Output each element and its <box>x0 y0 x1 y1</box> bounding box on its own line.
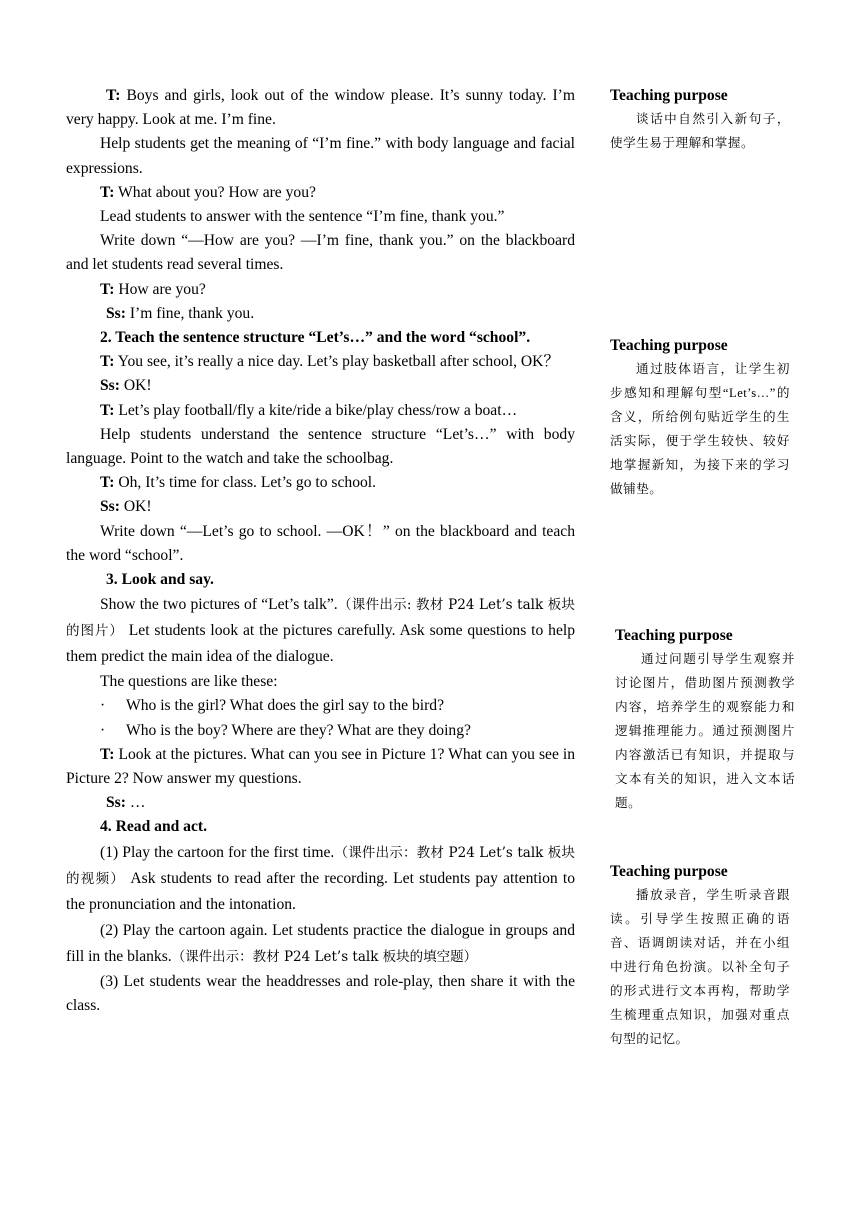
list-item: · Who is the boy? Where are they? What are they doing? <box>100 721 471 739</box>
list-item: · Who is the girl? What does the girl say to the bird? <box>100 697 445 715</box>
paragraph: T: You see, it’s really a nice day. Let’s play basketball after school, OK？ <box>100 353 560 371</box>
paragraph: T: Oh, It’s time for class. Let’s go to school. <box>100 474 377 492</box>
teaching-purpose-note <box>615 625 795 815</box>
teaching-purpose-note <box>610 335 790 501</box>
paragraph: Ss: OK! <box>100 498 152 516</box>
paragraph: Write down “—Let’s go to school. —OK！” on the blackboard and teach the word “school”. <box>66 522 575 564</box>
paragraph: (1) Play the cartoon for the first time.（课件出示：教材 P24 Let’s talk 板块的视频） Ask students to read after the recording. Let students pay attention to the pronunciation and the intonation. <box>66 843 576 913</box>
paragraph: T: What about you? How are you? <box>100 183 316 201</box>
paragraph: (2) Play the cartoon again. Let students practice the dialogue in groups and fill in the blanks.（课件出示：教材 P24 Let’s talk 板块的填空题） <box>66 921 575 965</box>
paragraph: Show the two pictures of “Let’s talk”.（课件出示: 教材 P24 Let’s talk 板块的图片） Let students look at the pictures carefully. Ask some questions to help them predict the main idea of the dialogue. <box>66 596 576 666</box>
paragraph: (3) Let students wear the headdresses and role-play, then share it with the class. <box>66 972 575 1014</box>
section-heading-3: 3. Look and say. <box>106 571 214 589</box>
paragraph: T: How are you? <box>100 280 206 298</box>
note-text: 播放录音，学生听录音跟读。引导学生按照正确的语音、语调朗读对话，并在小组中进行角色扮演。以补全句子的形式进行文本再构，帮助学生梳理重点知识，加强对重点句型的记忆。 <box>610 888 790 1046</box>
paragraph: Write down “—How are you? —I’m fine, thank you.” on the blackboard and let students read several times. <box>66 232 575 274</box>
note-heading: Teaching purpose <box>610 337 728 354</box>
paragraph: T: Look at the pictures. What can you see in Picture 1? What can you see in Picture 2? Now answer my questions. <box>66 745 575 788</box>
note-heading: Teaching purpose <box>610 87 728 104</box>
note-text: 通过肢体语言，让学生初步感知和理解句型“Let’s…”的含义，所给例句贴近学生的生活实际，便于学生较快、较好地掌握新知，为接下来的学习做铺垫。 <box>610 362 790 496</box>
paragraph: Lead students to answer with the sentence “I’m fine, thank you.” <box>100 208 505 226</box>
note-text: 谈话中自然引入新句子，使学生易于理解和掌握。 <box>610 112 790 150</box>
paragraph: The questions are like these: <box>100 673 278 691</box>
section-heading-4: 4. Read and act. <box>100 818 207 836</box>
note-heading: Teaching purpose <box>615 627 733 644</box>
paragraph: Help students get the meaning of “I’m fine.” with body language and facial expressions. <box>66 135 575 177</box>
section-heading-2: 2. Teach the sentence structure “Let’s…” and the word “school”. <box>100 329 531 347</box>
lesson-procedure <box>66 84 575 1018</box>
paragraph: Ss: … <box>106 794 146 812</box>
paragraph: T: Let’s play football/fly a kite/ride a bike/play chess/row a boat… <box>100 401 518 419</box>
paragraph: Ss: OK! <box>100 377 152 395</box>
paragraph: Ss: I’m fine, thank you. <box>106 304 255 322</box>
teaching-purpose-note <box>610 85 790 155</box>
note-text: 通过问题引导学生观察并讨论图片，借助图片预测教学内容，培养学生的观察能力和逻辑推理能力。通过预测图片内容激活已有知识，并提取与文本有关的知识，进入文本话题。 <box>615 652 795 810</box>
note-heading: Teaching purpose <box>610 863 728 880</box>
paragraph: Help students understand the sentence structure “Let’s…” with body language. Point to the watch and take the schoolbag. <box>66 425 575 468</box>
teaching-purpose-note <box>610 861 790 1051</box>
paragraph: T: Boys and girls, look out of the window please. It’s sunny today. I’m very happy. Look at me. I’m fine. <box>66 87 575 129</box>
